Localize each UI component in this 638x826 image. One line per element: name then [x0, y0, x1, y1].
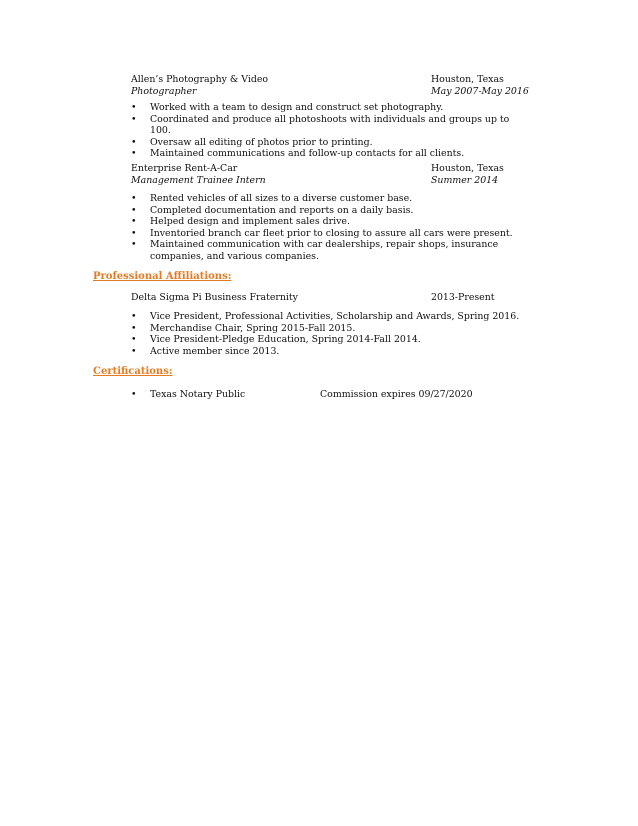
job-bullets-enterprise	[131, 193, 531, 263]
affiliation-bullets	[131, 311, 531, 357]
certification-item	[131, 389, 551, 401]
certification-expiry: Commission expires 09/27/2020	[320, 389, 473, 400]
list-item: • Helped design and implement sales drive.	[131, 216, 350, 228]
bullet-icon: •	[131, 227, 137, 239]
company-name: Enterprise Rent-A-Car	[131, 163, 238, 174]
affiliation-delta-sigma-pi	[131, 292, 531, 304]
job-header-row	[131, 74, 531, 86]
bullet-icon: •	[131, 102, 137, 113]
list-item: • Inventoried branch car fleet prior to closing to assure all cars were present.	[131, 227, 513, 239]
job-title-row	[131, 175, 531, 187]
list-item: • Maintained communication with car dealerships, repair shops, insurance companies, and various companies.	[131, 239, 499, 262]
bullet-icon: •	[131, 389, 137, 400]
certification-name: Texas Notary Public	[150, 389, 246, 400]
bullet-icon: •	[131, 193, 137, 204]
list-item: • Merchandise Chair, Spring 2015-Fall 2015.	[131, 322, 356, 334]
list-item: • Worked with a team to design and construct set photography.	[131, 102, 444, 113]
job-location: Houston, Texas	[431, 163, 504, 174]
list-item: • Oversaw all editing of photos prior to printing.	[131, 136, 373, 148]
job-enterprise	[131, 163, 531, 187]
list-item: • Rented vehicles of all sizes to a diverse customer base.	[131, 193, 413, 204]
bullet-icon: •	[131, 345, 137, 357]
list-item: • Vice President, Professional Activities, Scholarship and Awards, Spring 2016.	[131, 311, 520, 322]
bullet-icon: •	[131, 148, 137, 160]
job-dates: May 2007-May 2016	[431, 86, 529, 97]
job-header-row	[131, 163, 531, 175]
job-location: Houston, Texas	[431, 74, 504, 85]
job-title: Management Trainee Intern	[131, 175, 266, 186]
company-name: Allen’s Photography & Video	[131, 74, 269, 85]
list-item: • Coordinated and produce all photoshoots with individuals and groups up to 100.	[131, 113, 510, 137]
bullet-icon: •	[131, 136, 137, 148]
bullet-icon: •	[131, 334, 137, 346]
bullet-icon: •	[131, 239, 137, 251]
affiliation-dates: 2013-Present	[431, 292, 495, 303]
bullet-icon: •	[131, 322, 137, 334]
bullet-icon: •	[131, 204, 137, 216]
affiliation-header-row	[131, 292, 531, 304]
job-title: Photographer	[131, 86, 197, 97]
job-title-row	[131, 86, 531, 98]
job-bullets-allens	[131, 102, 531, 160]
list-item: • Maintained communications and follow-up contacts for all clients.	[131, 148, 465, 160]
list-item: • Vice President-Pledge Education, Spring 2014-Fall 2014.	[131, 334, 421, 346]
job-allens-photography	[131, 74, 531, 98]
job-dates: Summer 2014	[431, 175, 499, 186]
section-heading-certifications: Certifications:	[93, 366, 173, 377]
bullet-icon: •	[131, 113, 137, 125]
list-item: • Completed documentation and reports on a daily basis.	[131, 204, 414, 216]
list-item: • Active member since 2013.	[131, 345, 280, 357]
organization-name: Delta Sigma Pi Business Fraternity	[131, 292, 298, 303]
bullet-icon: •	[131, 311, 137, 322]
bullet-icon: •	[131, 216, 137, 228]
section-heading-affiliations: Professional Affiliations:	[93, 271, 232, 282]
